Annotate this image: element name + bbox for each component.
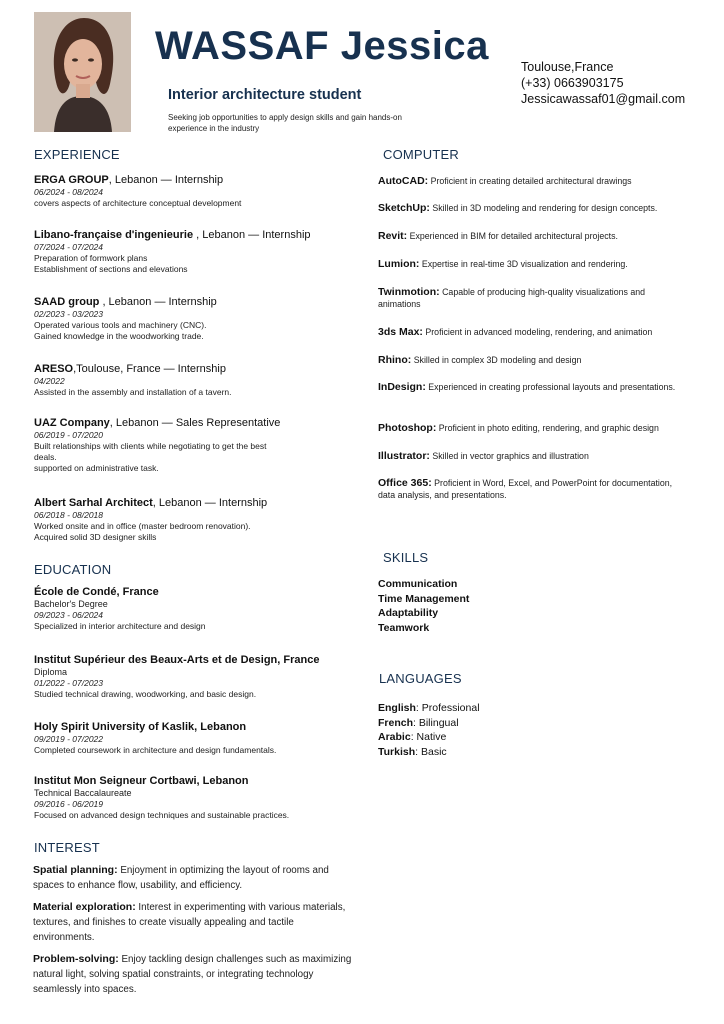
language-name: Turkish xyxy=(378,745,416,758)
software-description: Proficient in advanced modeling, rendering, and animation xyxy=(422,327,653,337)
software-item xyxy=(378,381,678,393)
software-description: Expertise in real-time 3D visualization and rendering. xyxy=(419,259,628,269)
interest-item xyxy=(33,900,355,945)
contact-block xyxy=(521,59,685,107)
software-item xyxy=(378,202,698,214)
software-name: SketchUp: xyxy=(378,202,430,214)
interest-description: Enjoyment in optimizing the layout of rooms and spaces to enhance flow, usability, and efficiency. xyxy=(33,865,329,891)
job-description: Worked onsite and in office (master bedroom renovation). xyxy=(34,521,251,531)
software-item xyxy=(378,286,688,310)
section-title-languages: LANGUAGES xyxy=(379,671,462,686)
education-item xyxy=(34,585,206,632)
degree: Technical Baccalaureate xyxy=(34,788,132,798)
job-description: Acquired solid 3D designer skills xyxy=(34,532,157,542)
software-description: Skilled in vector graphics and illustration xyxy=(429,451,589,461)
company-name: ARESO xyxy=(34,363,74,375)
software-item xyxy=(378,230,698,242)
language-level: : Native xyxy=(410,731,447,743)
school-name: École de Condé, France xyxy=(34,586,159,598)
software-item xyxy=(378,354,698,366)
language-level: : Professional xyxy=(415,702,480,714)
job-description: Assisted in the assembly and installation of a tavern. xyxy=(34,387,232,397)
job-details: , Lebanon — Internship xyxy=(152,497,268,509)
job-description: Preparation of formwork plans xyxy=(34,253,148,263)
software-item xyxy=(378,326,698,338)
software-item xyxy=(378,450,698,462)
job-description: Establishment of sections and elevations xyxy=(34,264,188,274)
language-name: Arabic xyxy=(378,731,411,743)
school-name: Institut Mon Seigneur Cortbawi, Lebanon xyxy=(34,775,249,787)
skill-item: Teamwork xyxy=(378,621,430,634)
education-description: Specialized in interior architecture and design xyxy=(34,621,206,631)
software-name: Lumion: xyxy=(378,258,420,270)
education-description: Focused on advanced design techniques and sustainable practices. xyxy=(34,810,290,820)
software-name: Twinmotion: xyxy=(378,286,440,298)
software-name: Photoshop: xyxy=(378,422,437,434)
software-description: Proficient in creating detailed architectural drawings xyxy=(428,176,632,186)
education-dates: 09/2023 - 06/2024 xyxy=(34,610,104,620)
experience-item xyxy=(34,173,241,209)
job-dates: 06/2024 - 08/2024 xyxy=(34,187,104,197)
software-description: Proficient in Word, Excel, and PowerPoint for documentation, data analysis, and presentations. xyxy=(378,478,673,500)
school-name: Institut Supérieur des Beaux-Arts et de Design, France xyxy=(34,654,320,666)
experience-item xyxy=(34,416,284,474)
education-item xyxy=(34,720,276,756)
education-item xyxy=(34,774,289,821)
experience-item xyxy=(34,362,232,398)
software-item xyxy=(378,258,698,270)
software-name: Rhino: xyxy=(378,354,412,366)
software-name: InDesign: xyxy=(378,381,426,393)
job-details: ,Toulouse, France — Internship xyxy=(73,363,226,375)
software-name: Office 365: xyxy=(378,477,432,489)
phone-number: (+33) 0663903175 xyxy=(521,76,624,90)
software-description: Experienced in creating professional layouts and presentations. xyxy=(425,382,676,392)
job-description: Operated various tools and machinery (CNC). xyxy=(34,320,207,330)
education-dates: 09/2019 - 07/2022 xyxy=(34,734,104,744)
job-description: supported on administrative task. xyxy=(34,463,159,473)
skill-item: Adaptability xyxy=(378,607,439,619)
candidate-name: WASSAF Jessica xyxy=(155,24,489,68)
language-item xyxy=(378,701,480,716)
education-description: Completed coursework in architecture and design fundamentals. xyxy=(34,745,277,755)
profile-photo xyxy=(34,12,131,132)
language-level: : Basic xyxy=(415,745,447,758)
section-title-interest: INTEREST xyxy=(34,840,100,855)
software-name: Illustrator: xyxy=(378,450,430,462)
interest-name: Problem-solving: xyxy=(33,953,119,965)
language-name: French xyxy=(378,716,414,729)
skills-list xyxy=(378,577,469,635)
language-item xyxy=(378,730,480,745)
experience-item xyxy=(34,295,217,342)
skill-item: Time Management xyxy=(378,592,470,605)
language-name: English xyxy=(378,702,416,714)
section-title-experience: EXPERIENCE xyxy=(34,147,120,162)
company-name: Albert Sarhal Architect xyxy=(34,497,153,509)
education-dates: 01/2022 - 07/2023 xyxy=(34,678,104,688)
job-dates: 07/2024 - 07/2024 xyxy=(34,242,104,252)
job-description: covers aspects of architecture conceptual development xyxy=(34,198,242,208)
software-name: 3ds Max: xyxy=(378,326,423,338)
software-item xyxy=(378,477,690,501)
language-level: : Bilingual xyxy=(413,716,459,729)
software-item xyxy=(378,422,698,434)
company-name: UAZ Company xyxy=(34,417,110,429)
interest-description: Interest in experimenting with various materials, textures, and finishes to create visually appealing and tactile environments. xyxy=(33,902,346,943)
software-description: Experienced in BIM for detailed architectural projects. xyxy=(407,231,618,241)
candidate-role: Interior architecture student xyxy=(168,87,362,103)
software-description: Skilled in complex 3D modeling and design xyxy=(411,355,582,365)
software-description: Capable of producing high-quality visualizations and animations xyxy=(378,287,646,309)
job-dates: 06/2018 - 08/2018 xyxy=(34,510,104,520)
job-details: , Lebanon — Internship xyxy=(99,296,217,308)
job-dates: 02/2023 - 03/2023 xyxy=(34,309,104,319)
education-item xyxy=(34,653,319,700)
education-description: Studied technical drawing, woodworking, and basic design. xyxy=(34,689,257,699)
job-description: Built relationships with clients while negotiating to get the best deals. xyxy=(34,441,267,462)
career-objective: Seeking job opportunities to apply design skills and gain hands-on experience in the industry xyxy=(168,113,402,133)
software-name: AutoCAD: xyxy=(378,175,429,187)
software-name: Revit: xyxy=(378,230,408,242)
degree: Bachelor's Degree xyxy=(34,599,108,609)
job-dates: 04/2022 xyxy=(34,376,65,386)
education-dates: 09/2016 - 06/2019 xyxy=(34,799,104,809)
location: Toulouse,France xyxy=(521,60,614,74)
experience-item xyxy=(34,228,311,275)
school-name: Holy Spirit University of Kaslik, Lebanon xyxy=(34,721,247,733)
section-title-education: EDUCATION xyxy=(34,562,112,577)
language-item xyxy=(378,745,480,760)
interest-item xyxy=(33,952,355,997)
job-details: , Lebanon — Internship xyxy=(193,229,311,241)
interest-name: Spatial planning: xyxy=(33,864,118,876)
software-description: Proficient in photo editing, rendering, and graphic design xyxy=(436,423,659,433)
interest-name: Material exploration: xyxy=(33,901,136,913)
company-name: SAAD group xyxy=(34,296,100,308)
job-dates: 06/2019 - 07/2020 xyxy=(34,430,104,440)
languages-list xyxy=(378,701,480,759)
section-title-skills: SKILLS xyxy=(383,550,429,565)
section-title-computer: COMPUTER xyxy=(383,147,459,162)
job-details: , Lebanon — Internship xyxy=(108,174,224,186)
interest-description: Enjoy tackling design challenges such as maximizing natural light, solving spatial constraints, or integrating technology seamlessly into spaces. xyxy=(33,954,352,995)
company-name: ERGA GROUP xyxy=(34,174,109,186)
software-item xyxy=(378,175,698,187)
interest-item xyxy=(33,863,355,893)
software-description: Skilled in 3D modeling and rendering for design concepts. xyxy=(429,203,658,213)
job-details: , Lebanon — Sales Representative xyxy=(109,417,281,429)
language-item xyxy=(378,716,480,731)
degree: Diploma xyxy=(34,667,68,677)
email-address[interactable]: Jessicawassaf01@gmail.com xyxy=(521,92,686,106)
interest-list xyxy=(33,863,355,997)
company-name: Libano-française d'ingenieurie xyxy=(34,229,194,241)
skill-item: Communication xyxy=(378,578,458,590)
job-description: Gained knowledge in the woodworking trade. xyxy=(34,331,204,341)
experience-item xyxy=(34,496,267,543)
